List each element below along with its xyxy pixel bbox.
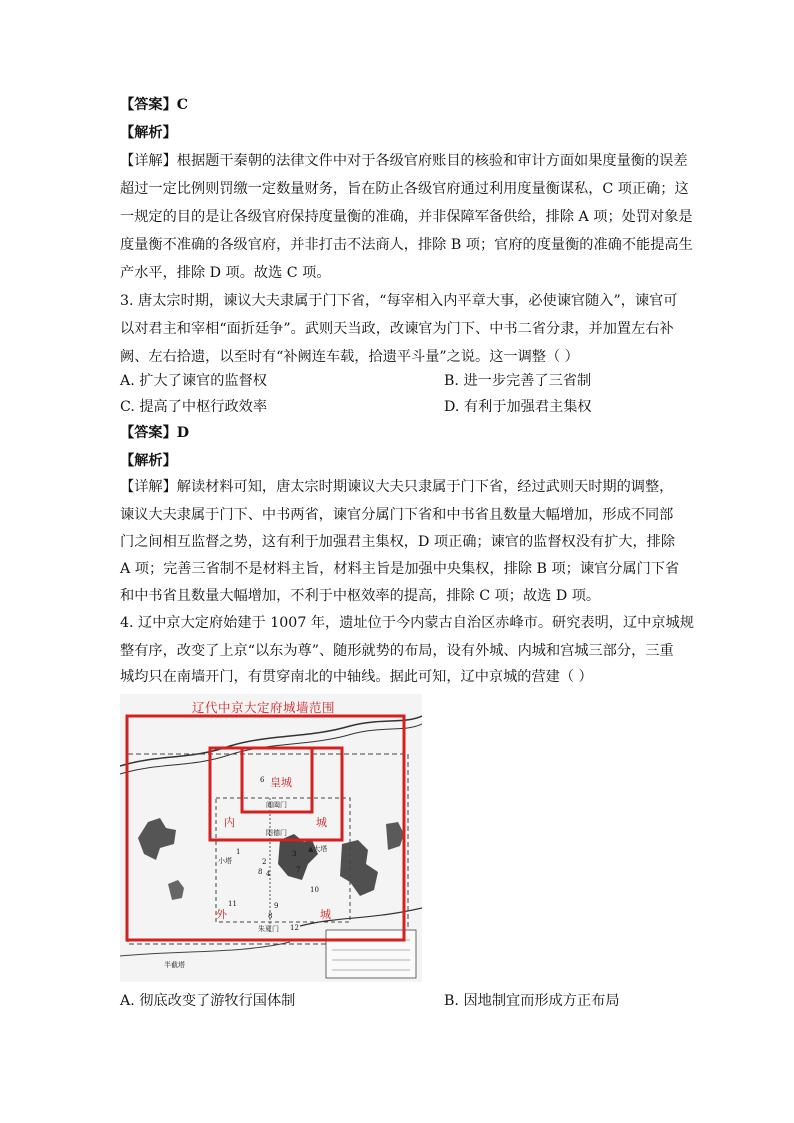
q3-detail-line: 谏议大夫隶属于门下、中书两省，谏官分属门下省和中书省且数量大幅增加，形成不同部 [120,507,674,523]
label-gate-zhuxia: 朱夏门 [258,925,279,933]
site-number: 10 [310,886,319,894]
site-number: 9 [274,902,279,910]
site-number: 6 [260,776,265,784]
q2-analysis-label: 【解析】 [120,125,177,141]
q4-stem-line: 城均只在南墙开门，有贯穿南北的中轴线。据此可知，辽中京城的营建（ ） [120,669,593,685]
q2-detail-line: 产水平，排除 D 项。故选 C 项。 [120,265,331,281]
site-number: 3 [292,850,297,858]
label-inner-left: 内 [224,816,235,829]
q3-analysis-label: 【解析】 [120,453,177,469]
label-inner-right: 城 [316,816,327,829]
map-drawing [120,694,422,982]
site-number: 8 [258,868,263,876]
label-small-pagoda: 小塔 [218,857,232,865]
label-gate-changhe: 阊阖门 [266,801,287,809]
q4-stem-line: 4. 辽中京大定府始建于 1007 年，遗址位于今内蒙古自治区赤峰市。研究表明，辽中京城规 [120,615,694,631]
q2-detail-line: 一规定的目的是让各级官府保持度量衡的准确，并非保障军备供给，排除 A 项；处罚对象是 [120,209,693,225]
q3-stem-line: 以对君主和宰相“面折廷争”。武则天当政，改谏官为门下、中书二省分隶，并加置左右补 [120,321,674,337]
label-gate-yangde: 阳德门 [266,829,287,837]
label-outer-right: 城 [320,908,331,921]
q3-stem-line: 阙、左右拾遗，以至时有“补阙连车载，拾遗平斗量”之说。这一调整（ ） [120,349,579,365]
map-title: 辽代中京大定府城墙范围 [192,700,336,715]
q2-detail-line: 超过一定比例则罚缴一定数量财务，旨在防止各级官府通过利用度量衡谋私，C 项正确；这 [120,181,689,197]
liao-zhongjing-map [120,694,422,982]
q3-answer: 【答案】D [120,425,190,441]
label-big-pagoda: ▲大塔 [308,845,328,853]
site-number: 12 [290,924,299,932]
site-number: 1 [236,848,241,856]
q4-option-a: A. 彻底改变了游牧行国体制 [120,993,296,1009]
q2-detail-line: 度量衡不准确的各级官府，并非打击不法商人，排除 B 项；官府的度量衡的准确不能提高生 [120,237,693,253]
site-number: 2 [262,858,267,866]
site-number: 7 [296,866,301,874]
q3-detail-line: A 项；完善三省制不是材料主旨，材料主旨是加强中央集权，排除 B 项；谏官分属门下省 [120,561,680,577]
q4-option-b: B. 因地制宜而形成方正布局 [444,993,620,1009]
q3-option-d: D. 有利于加强君主集权 [444,399,592,415]
q2-detail-line: 【详解】根据题干秦朝的法律文件中对于各级官府账目的核验和审计方面如果度量衡的误差 [120,153,688,169]
q3-option-a: A. 扩大了谏官的监督权 [120,373,267,389]
q4-stem-line: 整有序，改变了上京“以东为尊”、随形就势的布局，设有外城、内城和宫城三部分，三重 [120,643,674,659]
q3-option-b: B. 进一步完善了三省制 [444,373,592,389]
site-number: 8 [268,912,273,920]
q3-stem-line: 3. 唐太宗时期，谏议大夫隶属于门下省，“每宰相入内平章大事，必使谏官随入”，谏官可 [120,293,678,309]
q3-detail-line: 和中书省且数量大幅增加，不利于中枢效率的提高，排除 C 项；故选 D 项。 [120,588,601,604]
label-imperial-city: 皇城 [270,776,292,789]
q3-option-c: C. 提高了中枢行政效率 [120,399,268,415]
site-number: 11 [228,900,237,908]
site-number: 4 [266,870,271,878]
label-outer-left: 外 [216,908,227,921]
label-half-pagoda: 半截塔 [164,961,185,969]
q2-answer: 【答案】C [120,97,189,113]
q3-detail-line: 【详解】解读材料可知，唐太宗时期谏议大夫只隶属于门下省，经过武则天时期的调整， [120,479,674,495]
q3-detail-line: 门之间相互监督之势，这有利于加强君主集权，D 项正确；谏官的监督权没有扩大，排除 [120,534,676,550]
